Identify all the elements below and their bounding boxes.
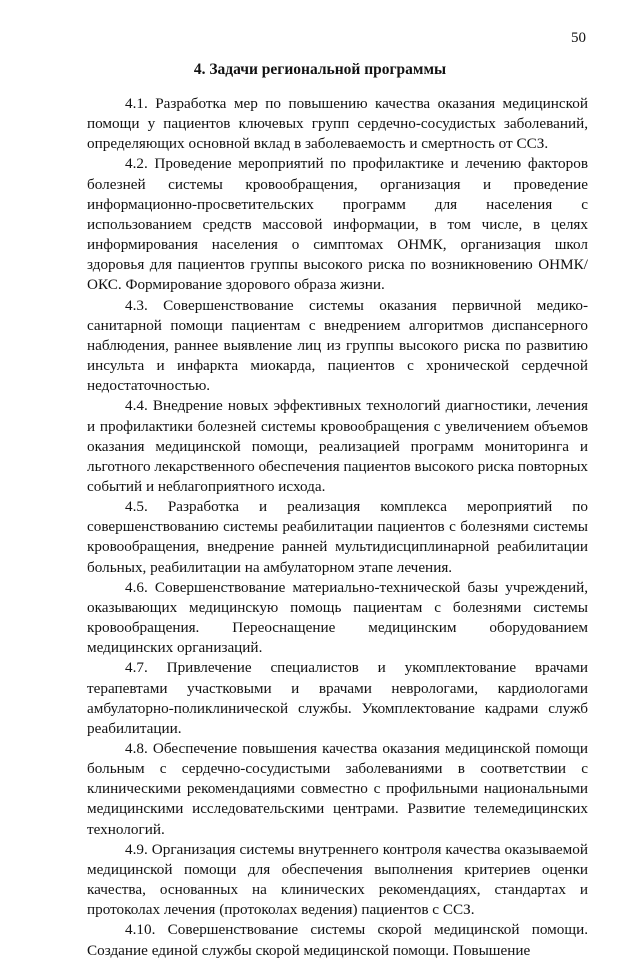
paragraph-4-8: 4.8. Обеспечение повышения качества оказания медицинской помощи больным с сердечно-сосудистыми заболеваниями в соответствии с клиническими рекомендациями совместно с профильными национальными медицинскими исследовательскими центрами. Развитие телемедицинских технологий. <box>87 740 588 838</box>
document-body <box>87 94 588 961</box>
paragraph-4-6: 4.6. Совершенствование материально-технической базы учреждений, оказывающих медицинскую помощь пациентам с болезнями системы кровообращения. Переоснащение медицинским оборудованием медицинских организаций. <box>87 578 588 657</box>
paragraph-4-7: 4.7. Привлечение специалистов и укомплектование врачами терапевтами участковыми и врачами неврологами, кардиологами амбулаторно-поликлинической службы. Укомплектование кадрами служб реабилитации. <box>87 659 588 737</box>
paragraph-4-5: 4.5. Разработка и реализация комплекса мероприятий по совершенствованию системы реабилитации пациентов с болезнями системы кровообращения, внедрение ранней мультидисциплинарной реабилитации больных, реабилитации на амбулаторном этапе лечения. <box>87 498 588 576</box>
page-number: 50 <box>571 30 586 46</box>
paragraph-4-1: 4.1. Разработка мер по повышению качества оказания медицинской помощи у пациентов ключевых групп сердечно-сосудистых заболеваний, определяющих основной вклад в заболеваемость и смертность от ССЗ. <box>87 95 588 153</box>
paragraph-4-2: 4.2. Проведение мероприятий по профилактике и лечению факторов болезней системы кровообращения, организация и проведение информационно-просветительских программ для населения с использованием средств массовой информации, в том числе, в целях информирования населения о симптомах ОНМК, организация школ здоровья для пациентов группы высокого риска по возникновению ОНМК/ОКС. Формирование здорового образа жизни. <box>87 155 588 294</box>
paragraph-4-10: 4.10. Совершенствование системы скорой медицинской помощи. Создание единой службы скорой медицинской помощи. Повышение <box>87 921 588 959</box>
paragraph-4-4: 4.4. Внедрение новых эффективных технологий диагностики, лечения и профилактики болезней системы кровообращения с увеличением объемов оказания медицинской помощи, реализацией программ мониторинга и льготного лекарственного обеспечения пациентов высокого риска повторных событий и неблагоприятного исхода. <box>87 397 588 495</box>
section-title: 4. Задачи региональной программы <box>193 61 447 78</box>
paragraph-4-9: 4.9. Организация системы внутреннего контроля качества оказываемой медицинской помощи для обеспечения выполнения критериев оценки качества, основанных на клинических рекомендациях, стандартах и протоколах лечения (протоколах ведения) пациентов с ССЗ. <box>87 840 588 919</box>
paragraph-4-3: 4.3. Совершенствование системы оказания первичной медико-санитарной помощи пациентам с внедрением алгоритмов диспансерного наблюдения, раннее выявление лиц из группы высокого риска по развитию инсульта и инфаркта миокарда, пациентов с хронической сердечной недостаточностью. <box>87 296 588 395</box>
